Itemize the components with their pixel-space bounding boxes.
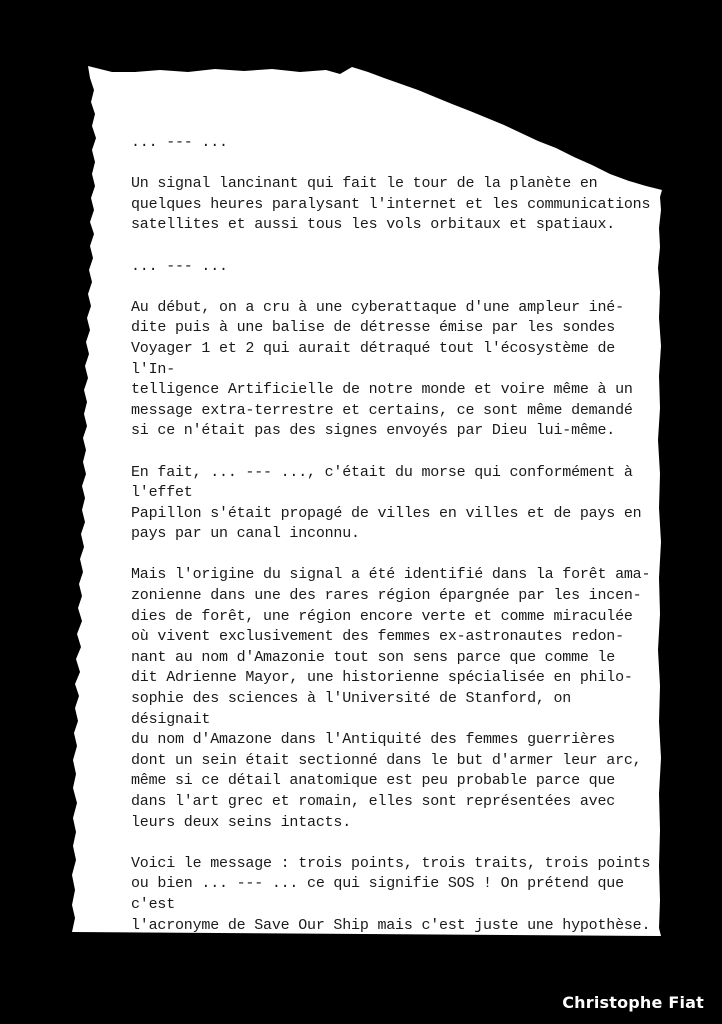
paragraph-message: Voici le message : trois points, trois traits, trois points ou bien ... --- ... ce qui signifie SOS ! On prétend que c'est l'acronyme de Save Our Ship mais c'est juste une hypothèse. <box>131 854 651 934</box>
paragraph-debut: Au début, on a cru à une cyberattaque d'une ampleur iné- dite puis à une balise de détresse émise par les sondes Voyager 1 et 2 qui aurait détraqué tout l'écosystème de l'In- telligence Artificielle de notre monde et voire même à un message extra-terrestre et certains, ce sont même demandé si ce n'était pas des signes envoyés par Dieu lui-même. <box>131 298 633 440</box>
morse-separator: ... --- ... <box>131 257 228 275</box>
paragraph-origine: Mais l'origine du signal a été identifié dans la forêt ama- zonienne dans une des rares région épargnée par les incen- dies de forêt, une région encore verte et comme miraculée où vivent exclusivement des femmes ex-astronautes redon- nant au nom d'Amazonie tout son sens parce que comme le dit Adrienne Mayor, une historienne spécialisée en philo- sophie des sciences à l'Université de Stanford, on désignait du nom d'Amazone dans l'Antiquité des femmes guerrières dont un sein était sectionné dans le but d'armer leur arc, même si ce détail anatomique est peu probable parce que dans l'art grec et romain, elles sont représentées avec leurs deux seins intacts. <box>131 566 651 831</box>
paragraph-signal: Un signal lancinant qui fait le tour de la planète en quelques heures paralysant l'internet et les communications satellites et aussi tous les vols orbitaux et spatiaux. <box>131 175 651 234</box>
morse-separator: ... --- ... <box>131 134 228 151</box>
paragraph-en-fait: En fait, ... --- ..., c'était du morse qui conformément à l'effet Papillon s'était propagé de villes en villes et de pays en pays par un canal inconnu. <box>131 463 642 543</box>
author-signature: Christophe Fiat <box>562 993 704 1012</box>
letter-text <box>131 133 651 936</box>
